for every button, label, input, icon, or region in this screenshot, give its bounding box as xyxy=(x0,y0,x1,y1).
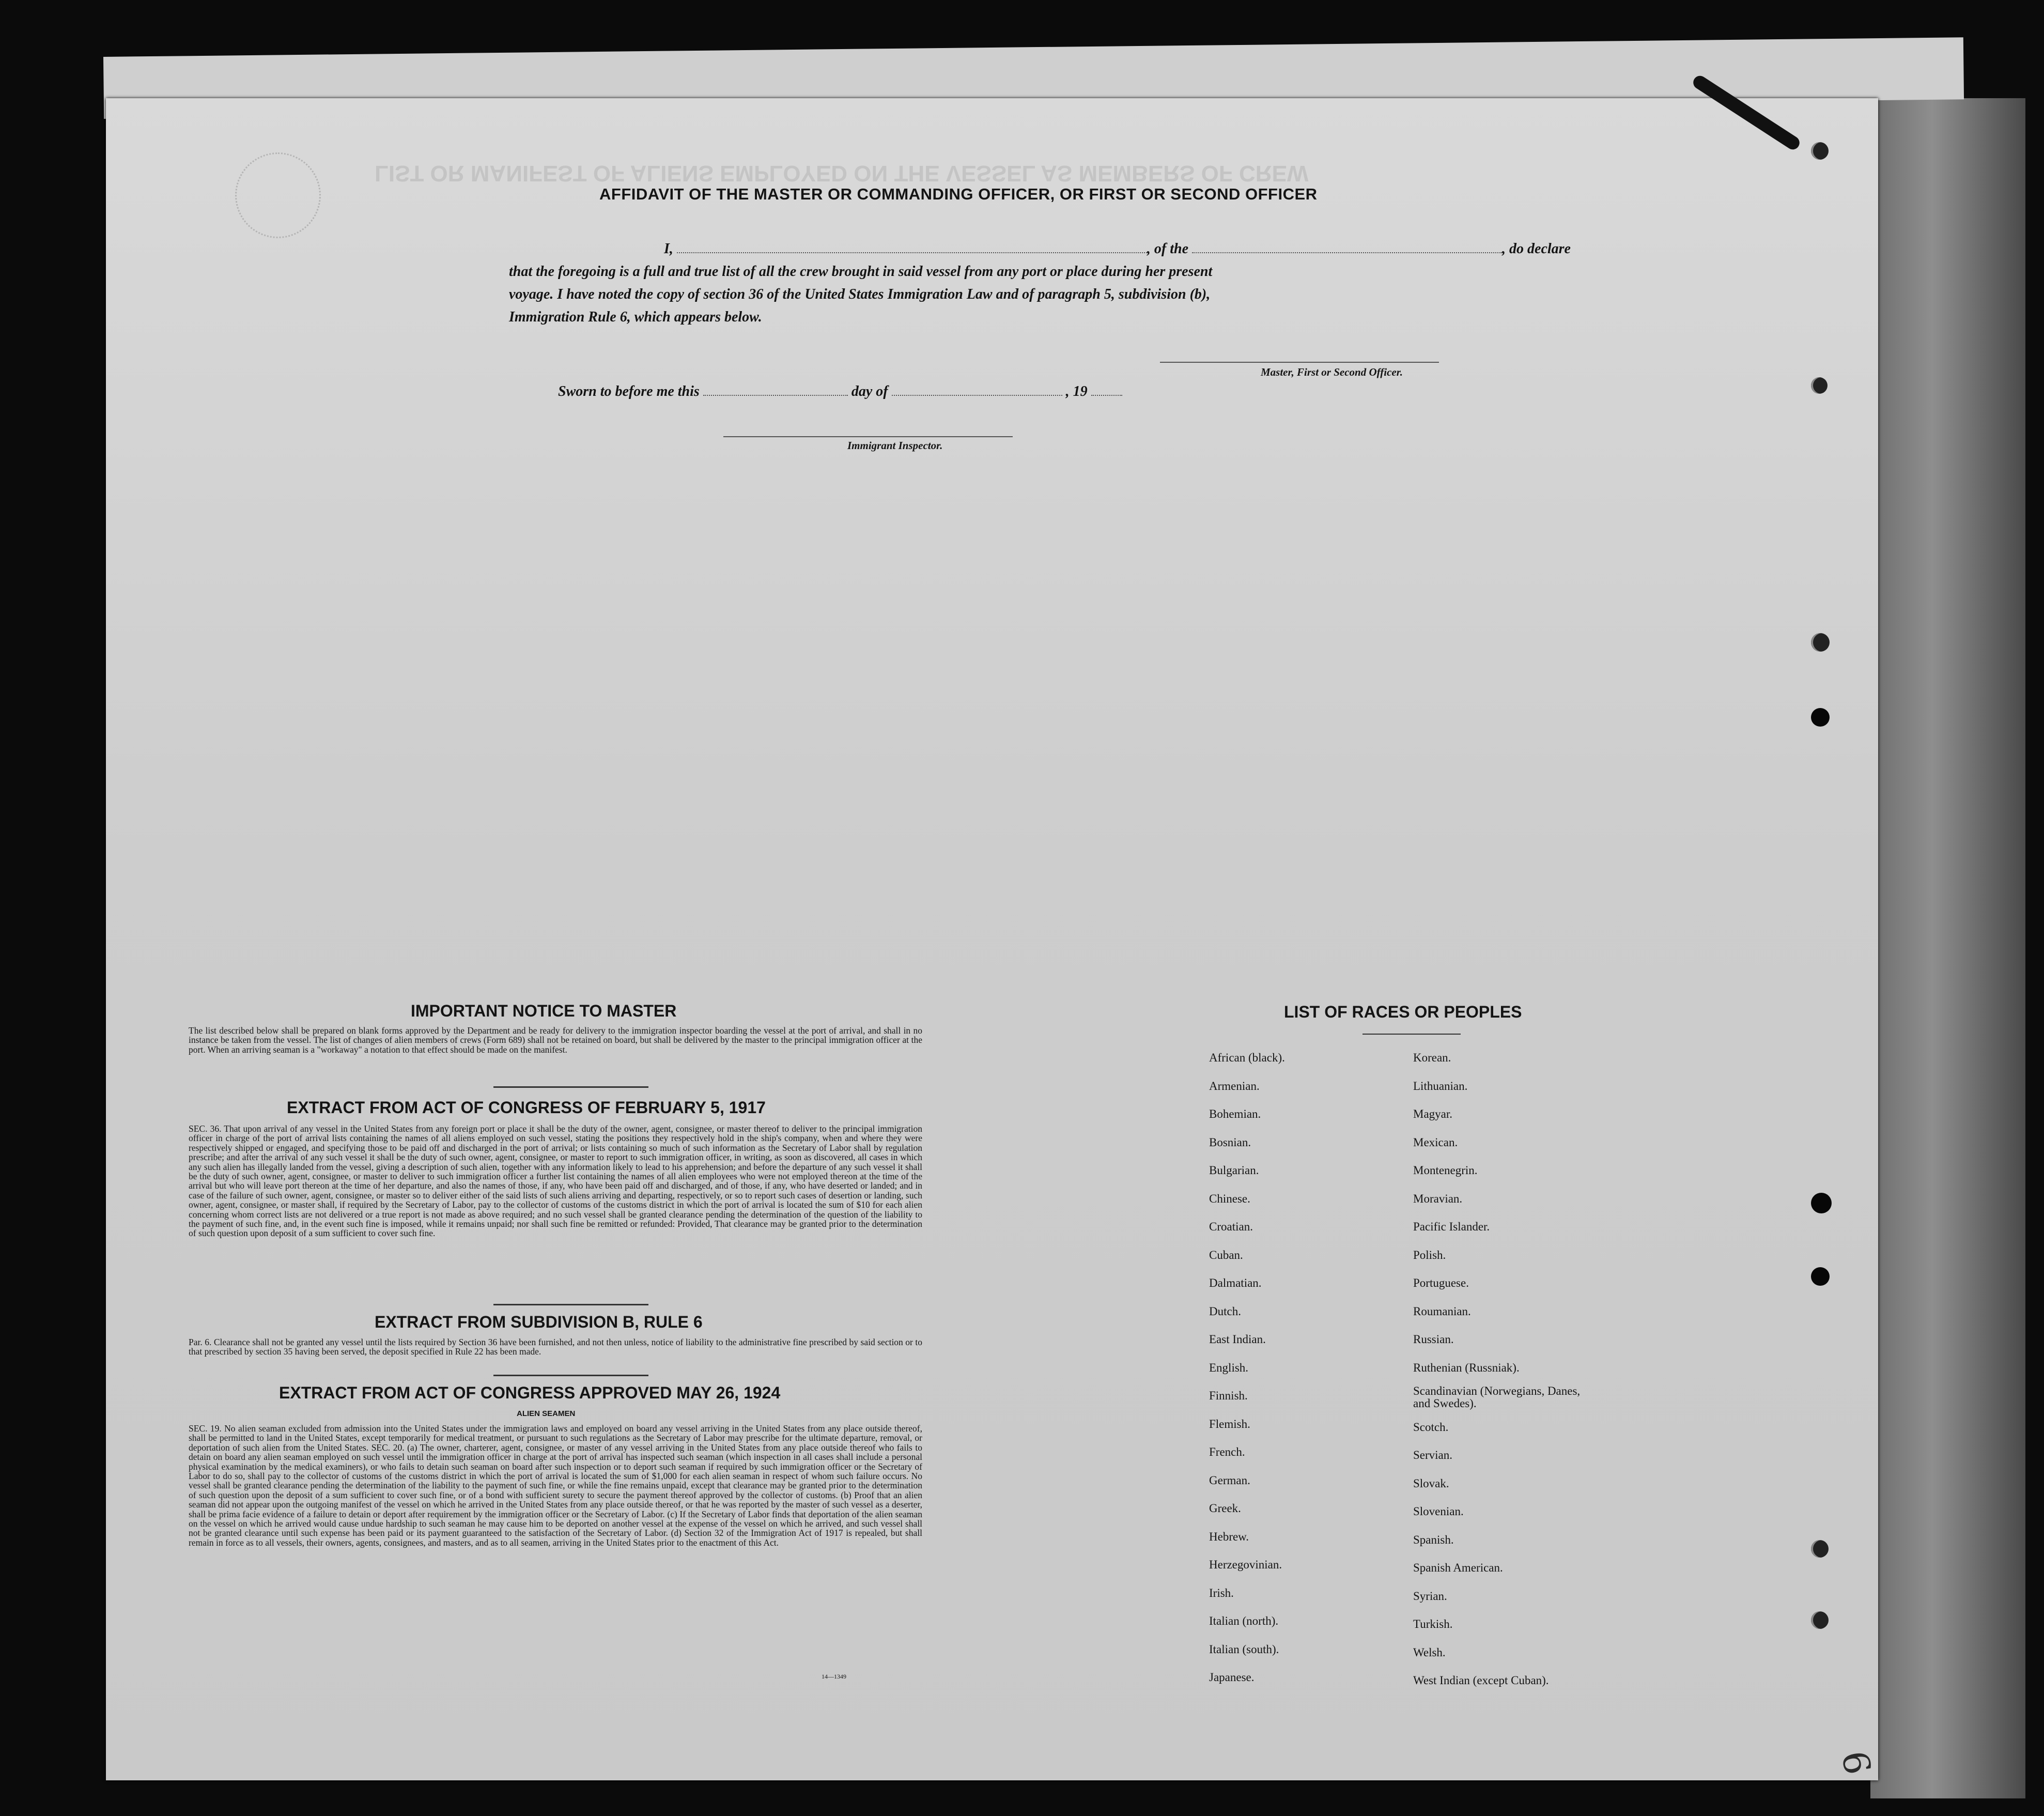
race-item: Hebrew. xyxy=(1209,1530,1249,1543)
race-item: Finnish. xyxy=(1209,1389,1248,1402)
race-item: Syrian. xyxy=(1413,1589,1447,1603)
notice-title: IMPORTANT NOTICE TO MASTER xyxy=(411,1002,677,1020)
alien-seamen-subtitle: ALIEN SEAMEN xyxy=(517,1409,576,1418)
race-item: Italian (north). xyxy=(1209,1614,1279,1627)
race-item: Mexican. xyxy=(1413,1135,1458,1149)
declarant-name-field[interactable] xyxy=(677,242,1147,253)
document-page xyxy=(106,98,1878,1780)
rule6-title: EXTRACT FROM SUBDIVISION B, RULE 6 xyxy=(375,1313,703,1331)
race-item: Moravian. xyxy=(1413,1192,1463,1205)
affidavit-text xyxy=(509,238,1594,329)
race-item: East Indian. xyxy=(1209,1333,1266,1346)
punch-hole xyxy=(1811,1540,1829,1558)
race-item: Servian. xyxy=(1413,1449,1453,1461)
race-item: Pacific Islander. xyxy=(1413,1220,1490,1233)
race-item: Slovak. xyxy=(1413,1476,1449,1490)
day-of-label: day of xyxy=(851,383,888,399)
punch-hole xyxy=(1811,377,1828,394)
inspector-signature-label: Immigrant Inspector. xyxy=(847,439,943,452)
race-item: Spanish American. xyxy=(1413,1561,1503,1574)
master-signature-label: Master, First or Second Officer. xyxy=(1261,366,1403,378)
punch-hole xyxy=(1811,1611,1829,1629)
race-item: Croatian. xyxy=(1209,1220,1253,1233)
extract-1917-title: EXTRACT FROM ACT OF CONGRESS OF FEBRUARY 5, 1917 xyxy=(287,1098,766,1117)
race-item: Cuban. xyxy=(1209,1248,1243,1261)
scan-background-edge xyxy=(1870,98,2025,1798)
race-item: Japanese. xyxy=(1209,1671,1255,1684)
race-item: African (black). xyxy=(1209,1051,1285,1064)
race-item: Magyar. xyxy=(1413,1107,1453,1120)
race-item: Dutch. xyxy=(1209,1304,1241,1318)
races-title: LIST OF RACES OR PEOPLES xyxy=(1284,1003,1522,1021)
extract-1917-text: SEC. 36. That upon arrival of any vessel in the United States from any foreign port or place it shall be the duty of the owner, agent, consignee, or master thereof to deliver to the principal immigration officer in charge of the port of arrival lists containing the names of all aliens employed on such vessel, stating the positions they respectively hold in the ship's company, when and where they were respectively shipped or engaged, and specifying those to be paid off and discharged in the port of arrival; or lists containing so much of such information as the Secretary of Labor shall by regulation prescribe; and after the arrival of any such vessel it shall be the duty of such owner, agent, consignee, or master to report to such immigration officer, in writing, as soon as discovered, all cases in which any such alien has illegally landed from the vessel, giving a description of such alien, together with any information likely to lead to his apprehension; and before the departure of any such vessel it shall be the duty of such owner, agent, consignee, or master to deliver to such immigration officer a further list containing the names of all alien employees who were not employed thereon at the time of the arrival but who will leave port thereon at the time of her departure, and also the names of those, if any, who have been paid off and discharged, and of those, if any, who have deserted or landed; and in case of the failure of such owner, agent, consignee, or master so to deliver either of the said lists of such aliens arriving and departing, respectively, or so to report such cases of desertion or landing, such owner, agent, consignee, or master shall, if required by the Secretary of Labor, pay to the collector of customs of the customs district in which the port of arrival is located the sum of $10 for each alien concerning whom correct lists are not delivered or a true report is not made as above required; and no such vessel shall be granted clearance pending the determination of the question of the liability to the payment of such fine, and, in the event such fine is imposed, while it remains unpaid; nor shall such fine be remitted or refunded: Provided, That clearance may be granted prior to the determination of such question upon deposit of a sum sufficient to cover such fine. xyxy=(189,1124,922,1239)
rule6-text: Par. 6. Clearance shall not be granted any vessel until the lists required by Section 36 have been furnished, and not then unless, notice of liability to the administrative fine prescribed by said section or to that prescribed by section 35 having been served, the deposit specified in Rule 22 has been made. xyxy=(189,1337,922,1357)
race-item: Polish. xyxy=(1413,1248,1446,1261)
punch-hole xyxy=(1811,633,1830,652)
race-item: West Indian (except Cuban). xyxy=(1413,1674,1549,1687)
sworn-month-field[interactable] xyxy=(892,384,1062,396)
race-item: Korean. xyxy=(1413,1051,1451,1064)
race-item: Slovenian. xyxy=(1413,1505,1464,1518)
race-item: Bulgarian. xyxy=(1209,1164,1259,1177)
race-item: Scotch. xyxy=(1413,1420,1449,1434)
extract-1924-text: SEC. 19. No alien seaman excluded from admission into the United States under the immigration laws and employed on board any vessel arriving in the United States from any place outside thereof, shall be permitted to land in the United States, except temporarily for medical treatment, or pursuant to such regulations as the Secretary of Labor may prescribe for the ultimate departure, removal, or deportation of such alien from the United States. SEC. 20. (a) The owner, charterer, agent, consignee, or master of any vessel arriving in the United States from any place outside thereof who fails to detain on board any alien seaman employed on such vessel until the immigration officer in charge at the port of arrival has inspected such seaman (which inspection in all cases shall include a personal physical examination by the medical examiners), or who fails to detain such seaman on board after such inspection or to deport such seaman if required by such immigration officer or the Secretary of Labor to do so, shall pay to the collector of customs of the customs district in which the port of arrival is located the sum of $1,000 for each alien seaman in respect of whom such failure occurs. No vessel shall be granted clearance pending the determination of the liability to the payment of such fine, or while the fine remains unpaid, except that clearance may be granted prior to the determination of such question upon the deposit of a sum sufficient to cover such fine, or of a bond with sufficient surety to secure the payment thereof approved by the collector of customs. (b) Proof that an alien seaman did not appear upon the outgoing manifest of the vessel on which he arrived in the United States from any place outside thereof, or that he was reported by the master of such vessel as a deserter, shall be prima facie evidence of a failure to detain or deport after requirement by the immigration officer or the Secretary of Labor. (c) If the Secretary of Labor finds that deportation of the alien seaman on the vessel on which he arrived would cause undue hardship to such seaman he may cause him to be deported on another vessel at the expense of the vessel on which he arrived, and such vessel shall not be granted clearance until such expense has been paid or its payment guaranteed to the satisfaction of the Secretary of Labor. (d) Section 32 of the Immigration Act of 1917 is repealed, but shall remain in force as to all vessels, their owners, agents, consignees, and masters, and as to all seamen, arriving in the United States prior to the enactment of this Act. xyxy=(189,1423,922,1548)
race-item: Welsh. xyxy=(1413,1645,1446,1659)
race-item: Irish. xyxy=(1209,1586,1234,1599)
race-item: Flemish. xyxy=(1209,1417,1250,1430)
race-item: Lithuanian. xyxy=(1413,1079,1468,1092)
punch-hole xyxy=(1811,1193,1832,1213)
affidavit-line-3: voyage. I have noted the copy of section 36 of the United States Immigration Law and of paragraph 5, subdivision (b), xyxy=(509,286,1211,302)
race-item: Russian. xyxy=(1413,1333,1454,1346)
races-right-column xyxy=(1413,1044,1584,1695)
affidavit-line-1 xyxy=(509,238,1594,260)
races-left-column xyxy=(1209,1044,1285,1692)
race-item: Scandinavian (Norwegians, Danes, and Swedes). xyxy=(1413,1384,1581,1410)
race-item: Italian (south). xyxy=(1209,1642,1279,1656)
affidavit-title: AFFIDAVIT OF THE MASTER OR COMMANDING OFFICER, OR FIRST OR SECOND OFFICER xyxy=(599,185,1318,203)
sworn-year-field[interactable] xyxy=(1091,384,1122,396)
race-item: Chinese. xyxy=(1209,1192,1250,1205)
race-item: Armenian. xyxy=(1209,1079,1260,1092)
race-item: Dalmatian. xyxy=(1209,1276,1262,1289)
divider xyxy=(493,1375,648,1376)
sworn-label: Sworn to before me this xyxy=(558,383,700,399)
punch-hole xyxy=(1811,708,1830,727)
sworn-line xyxy=(558,383,1122,400)
do-declare-label: , do declare xyxy=(1502,241,1571,257)
race-item: Greek. xyxy=(1209,1502,1241,1515)
race-item: Montenegrin. xyxy=(1413,1164,1478,1177)
race-item: Ruthenian (Russniak). xyxy=(1413,1361,1520,1374)
race-item: Turkish. xyxy=(1413,1618,1453,1630)
handwritten-mark: 6 xyxy=(1833,1747,1879,1778)
declarant-label: I, xyxy=(664,241,673,257)
race-item: Bosnian. xyxy=(1209,1135,1251,1149)
punch-hole xyxy=(1811,142,1829,160)
bleed-through-title: LIST OR MANIFEST OF ALIENS EMPLOYED ON THE VESSEL AS MEMBERS OF CREW xyxy=(375,161,1309,186)
faded-stamp xyxy=(235,152,321,238)
master-signature-line[interactable] xyxy=(1160,362,1439,363)
divider xyxy=(493,1086,648,1088)
race-item: Spanish. xyxy=(1413,1533,1454,1546)
divider xyxy=(493,1304,648,1305)
race-item: Roumanian. xyxy=(1413,1304,1471,1318)
extract-1924-title: EXTRACT FROM ACT OF CONGRESS APPROVED MAY 26, 1924 xyxy=(279,1383,781,1402)
race-item: English. xyxy=(1209,1361,1249,1374)
sworn-day-field[interactable] xyxy=(703,384,848,396)
punch-hole xyxy=(1811,1267,1830,1286)
race-item: Bohemian. xyxy=(1209,1107,1261,1120)
form-number: 14—1349 xyxy=(822,1673,846,1680)
inspector-signature-line[interactable] xyxy=(723,436,1013,437)
divider xyxy=(1362,1034,1461,1035)
vessel-name-field[interactable] xyxy=(1192,242,1502,253)
of-the-label: , of the xyxy=(1147,241,1189,257)
notice-text: The list described below shall be prepared on blank forms approved by the Department and be ready for delivery to the immigration inspector boarding the vessel at the port of arrival, and shall in no instance be taken from the vessel. The list of changes of alien members of crews (Form 689) shall not be retained on board, but shall be delivered by the master to the principal immigration officer at the port. When an arriving seaman is a "workaway" a notation to that effect should be made on the manifest. xyxy=(189,1025,922,1055)
affidavit-line-4: Immigration Rule 6, which appears below. xyxy=(509,309,762,325)
race-item: German. xyxy=(1209,1473,1250,1487)
race-item: Herzegovinian. xyxy=(1209,1558,1282,1571)
race-item: Portuguese. xyxy=(1413,1276,1469,1289)
race-item: French. xyxy=(1209,1445,1245,1458)
affidavit-line-2: that the foregoing is a full and true list of all the crew brought in said vessel from any port or place during her present xyxy=(509,264,1213,280)
year-label: , 19 xyxy=(1065,383,1088,399)
